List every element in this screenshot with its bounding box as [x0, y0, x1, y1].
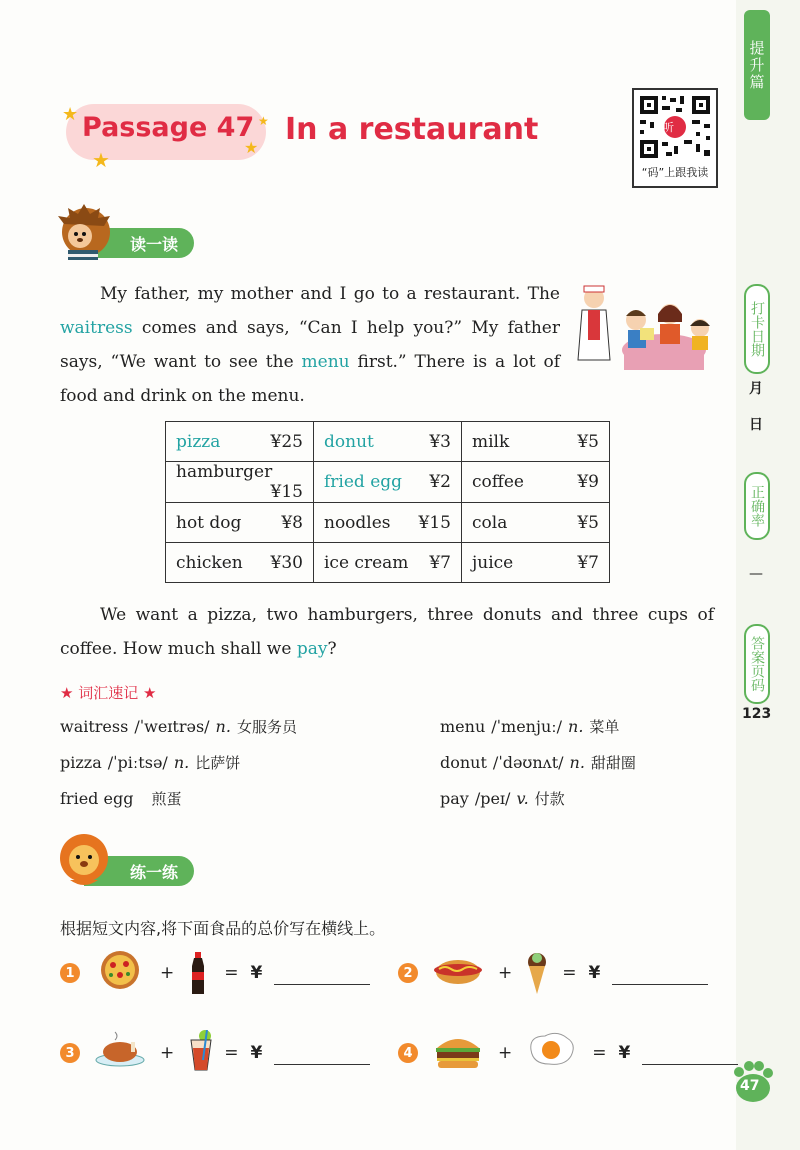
menu-row — [166, 503, 610, 543]
menu-cell — [166, 422, 314, 462]
menu-item-name: ice cream — [324, 552, 409, 573]
practice-section-label: 练一练 — [84, 856, 194, 886]
listen-label: 听 — [663, 121, 674, 134]
star-icon: ★ — [244, 138, 259, 157]
passage-paragraph-2 — [60, 598, 714, 666]
vocab-word: waitress — [60, 717, 129, 736]
menu-table — [165, 421, 610, 583]
vocab-item — [60, 788, 187, 809]
vocab-pos: n. — [215, 717, 231, 736]
plus-sign: + — [160, 963, 175, 983]
vocab-word: menu — [440, 717, 486, 736]
keyword-waitress: waitress — [60, 318, 133, 338]
menu-item-price: ¥9 — [577, 472, 599, 492]
vocab-ipa: /peɪ/ — [474, 789, 511, 808]
menu-cell — [314, 462, 462, 503]
yen-sign: ¥ — [250, 1043, 263, 1063]
menu-cell — [314, 503, 462, 543]
item-number-badge: 1 — [60, 963, 80, 983]
ice-cream-icon — [524, 950, 550, 996]
item-number-badge: 4 — [398, 1043, 418, 1063]
vocab-ipa: /ˈmenjuː/ — [491, 717, 563, 736]
vocab-ipa: /ˈpiːtsə/ — [107, 753, 168, 772]
vocab-word: pay — [440, 789, 469, 808]
item-number-badge: 2 — [398, 963, 418, 983]
vocab-item — [440, 788, 571, 809]
passage-text: We want a pizza, two hamburgers, three donuts and three cups of coffee. How much shall we pay? — [60, 605, 714, 659]
yen-sign: ¥ — [588, 963, 601, 983]
keyword-menu: menu — [301, 352, 350, 372]
vocab-cn: 煎蛋 — [151, 790, 182, 808]
equals-sign: = — [224, 963, 239, 983]
answer-page-number: 123 — [742, 706, 772, 722]
vocab-item — [440, 716, 625, 737]
month-label: 月 — [749, 381, 763, 397]
chicken-icon — [92, 1030, 148, 1076]
vocab-pos: n. — [173, 753, 190, 772]
star-icon: ★ — [258, 114, 269, 128]
plus-sign: + — [498, 963, 513, 983]
menu-row — [166, 543, 610, 583]
menu-item-name: noodles — [324, 512, 391, 533]
vocab-ipa: /ˈweɪtrəs/ — [134, 717, 210, 736]
menu-item-price: ¥7 — [577, 552, 599, 573]
practice-instruction: 根据短文内容,将下面食品的总价写在横线上。 — [60, 919, 386, 938]
menu-item-price: ¥8 — [281, 512, 303, 533]
practice-item — [398, 1030, 738, 1076]
day-label: 日 — [749, 417, 763, 433]
item-number-badge: 3 — [60, 1043, 80, 1063]
menu-item-name: coffee — [472, 472, 524, 492]
menu-item-price: ¥5 — [577, 431, 599, 452]
menu-item-name: pizza — [176, 431, 221, 452]
hamburger-icon — [430, 1030, 486, 1076]
passage-paragraph-1 — [60, 277, 560, 413]
answer-blank[interactable] — [642, 1042, 738, 1065]
page-number: 47 — [740, 1078, 760, 1094]
menu-item-name: hamburger — [176, 462, 273, 482]
answer-blank[interactable] — [612, 962, 708, 985]
menu-cell — [462, 422, 610, 462]
accuracy-dash: — — [749, 566, 763, 582]
fried-egg-icon — [524, 1030, 580, 1076]
cola-icon — [186, 950, 212, 996]
menu-item-name: juice — [472, 552, 514, 573]
side-strip — [736, 0, 800, 1150]
equals-sign: = — [224, 1043, 239, 1063]
checkin-date-label: 打卡日期 — [744, 284, 770, 374]
menu-item-name: milk — [472, 431, 510, 452]
menu-row — [166, 462, 610, 503]
menu-cell — [166, 462, 314, 503]
yen-sign: ¥ — [618, 1043, 631, 1063]
menu-row — [166, 422, 610, 462]
star-icon: ★ — [92, 148, 110, 172]
plus-sign: + — [498, 1043, 513, 1063]
menu-item-price: ¥3 — [429, 431, 451, 452]
level-tab[interactable]: 提升篇 — [744, 10, 770, 120]
vocab-cn: 菜单 — [589, 718, 620, 736]
menu-item-price: ¥5 — [577, 512, 599, 533]
page-title: In a restaurant — [285, 112, 539, 147]
menu-item-name: donut — [324, 431, 374, 452]
equals-sign: = — [562, 963, 577, 983]
menu-item-price: ¥7 — [429, 552, 451, 573]
menu-item-price: ¥15 — [418, 512, 451, 533]
qr-code[interactable] — [632, 88, 718, 188]
yen-sign: ¥ — [250, 963, 263, 983]
menu-item-name: chicken — [176, 552, 243, 573]
vocab-ipa: /ˈdəʊnʌt/ — [492, 753, 564, 772]
menu-item-name: hot dog — [176, 512, 242, 533]
menu-cell — [462, 462, 610, 503]
vocab-word: fried egg — [60, 789, 134, 808]
vocab-pos: n. — [568, 717, 584, 736]
keyword-pay: pay — [296, 639, 328, 659]
restaurant-scene-illustration — [574, 282, 716, 372]
vocab-cn: 付款 — [534, 790, 565, 808]
plus-sign: + — [160, 1043, 175, 1063]
juice-icon — [186, 1030, 212, 1076]
menu-item-name: fried egg — [324, 472, 403, 492]
menu-cell — [314, 422, 462, 462]
accuracy-label: 正确率 — [744, 472, 770, 540]
menu-cell — [462, 503, 610, 543]
menu-cell — [166, 543, 314, 583]
menu-item-price: ¥2 — [429, 472, 451, 492]
equals-sign: = — [592, 1043, 607, 1063]
vocab-word: pizza — [60, 753, 102, 772]
qr-caption: “码”上跟我读 — [641, 166, 709, 179]
vocab-pos: n. — [569, 753, 585, 772]
menu-cell — [314, 543, 462, 583]
passage-text: My father, my mother and I go to a restaurant. The waitress comes and says, “Can I help you?” My father says, “We want to see the menu first.” There is a lot of food and drink on the menu. — [60, 284, 560, 406]
hedgehog-mascot-icon — [56, 204, 114, 266]
practice-item — [60, 1030, 370, 1076]
menu-item-price: ¥25 — [270, 431, 303, 452]
vocab-cn: 甜甜圈 — [590, 754, 636, 772]
vocab-cn: 比萨饼 — [195, 754, 241, 772]
menu-cell — [166, 503, 314, 543]
vocab-word: donut — [440, 753, 487, 772]
lion-mascot-icon — [58, 832, 110, 890]
answer-blank[interactable] — [274, 962, 370, 985]
vocab-cn: 女服务员 — [236, 718, 297, 736]
practice-item — [398, 950, 708, 996]
vocab-item — [60, 752, 246, 773]
menu-cell — [462, 543, 610, 583]
menu-item-price: ¥15 — [270, 482, 303, 502]
menu-item-price: ¥30 — [270, 552, 303, 573]
answer-page-label: 答案页码 — [744, 624, 770, 704]
vocab-pos: v. — [516, 789, 529, 808]
hot-dog-icon — [430, 950, 486, 996]
pizza-icon — [92, 950, 148, 996]
answer-blank[interactable] — [274, 1042, 370, 1065]
passage-label: Passage 47 — [82, 112, 255, 143]
star-icon: ★ — [62, 104, 79, 125]
practice-item — [60, 950, 370, 996]
read-section-label: 读一读 — [84, 228, 194, 258]
vocab-heading: ★ 词汇速记 ★ — [60, 684, 157, 702]
menu-item-name: cola — [472, 512, 508, 533]
vocab-item — [440, 752, 642, 773]
vocab-item — [60, 716, 303, 737]
